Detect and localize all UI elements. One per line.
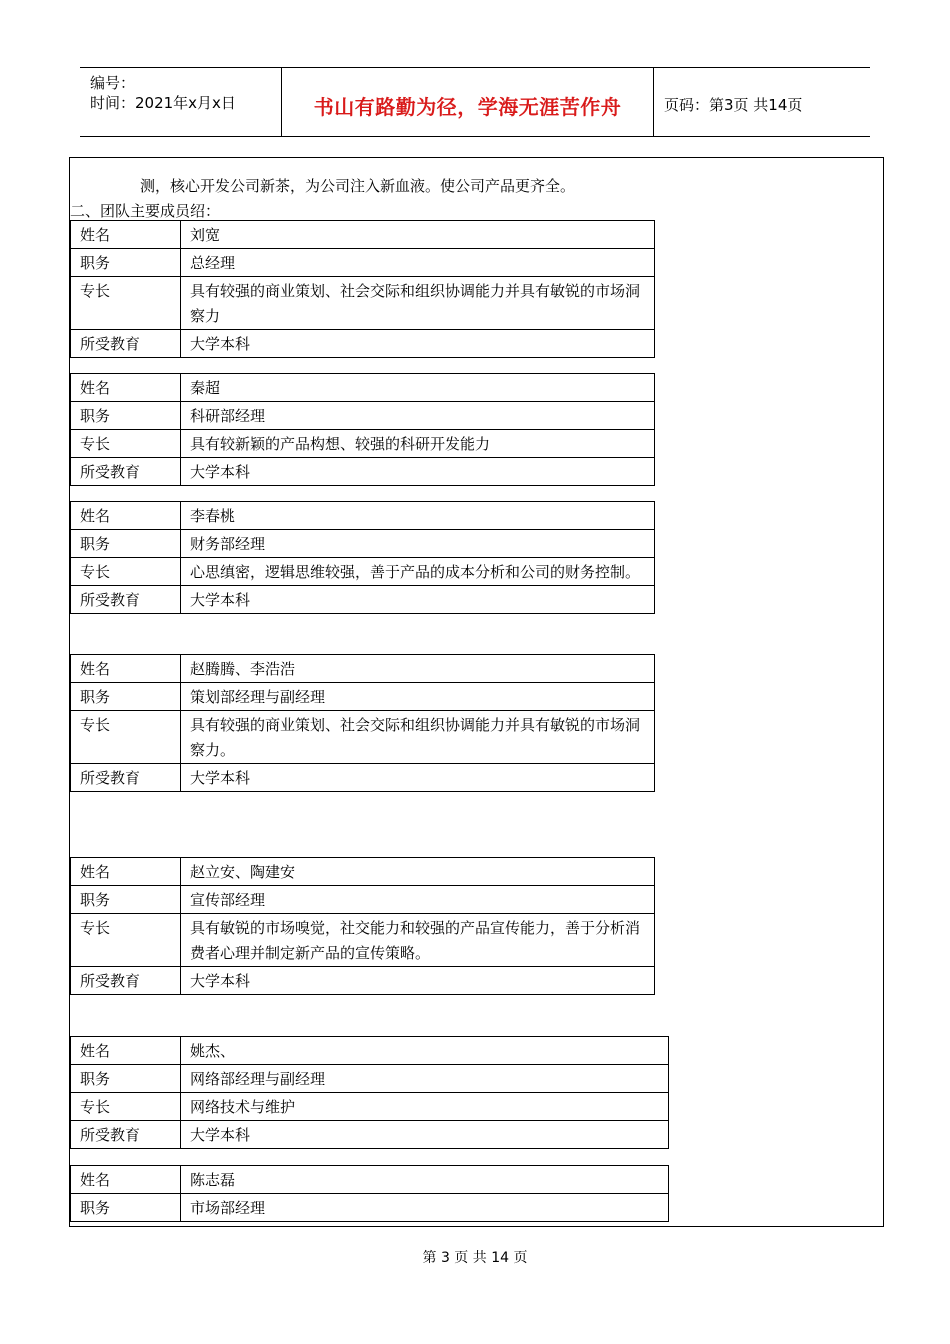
member-specialty: 网络技术与维护 — [181, 1093, 669, 1121]
position-label: 职务 — [71, 1194, 181, 1222]
member-education: 大学本科 — [181, 1121, 669, 1149]
member-name: 姚杰、 — [181, 1037, 669, 1065]
header-page-cell — [654, 68, 870, 136]
member-position: 宣传部经理 — [181, 886, 655, 914]
member-table — [70, 373, 655, 486]
member-name: 李春桃 — [181, 502, 655, 530]
table-row — [71, 967, 655, 995]
member-table — [70, 501, 655, 614]
table-row — [71, 402, 655, 430]
name-label: 姓名 — [71, 221, 181, 249]
table-row — [71, 558, 655, 586]
doc-number-label: 编号： — [90, 74, 136, 92]
member-position: 财务部经理 — [181, 530, 655, 558]
member-position: 策划部经理与副经理 — [181, 683, 655, 711]
member-education: 大学本科 — [181, 330, 655, 358]
table-row — [71, 1065, 669, 1093]
header-meta — [80, 68, 282, 136]
member-specialty: 具有敏锐的市场嗅觉，社交能力和较强的产品宣传能力，善于分析消费者心理并制定新产品的宣传策略。 — [181, 914, 655, 967]
table-row — [71, 1194, 669, 1222]
table-row — [71, 914, 655, 967]
name-label: 姓名 — [71, 858, 181, 886]
education-label: 所受教育 — [71, 764, 181, 792]
specialty-label: 专长 — [71, 430, 181, 458]
member-specialty: 心思缜密，逻辑思维较强，善于产品的成本分析和公司的财务控制。 — [181, 558, 655, 586]
member-table — [70, 1165, 669, 1222]
member-name: 秦超 — [181, 374, 655, 402]
table-row — [71, 886, 655, 914]
intro-line: 测，核心开发公司新茶，为公司注入新血液。使公司产品更齐全。 — [140, 177, 576, 195]
table-row — [71, 586, 655, 614]
specialty-label: 专长 — [71, 1093, 181, 1121]
member-name: 赵立安、陶建安 — [181, 858, 655, 886]
table-row — [71, 374, 655, 402]
member-position: 科研部经理 — [181, 402, 655, 430]
education-label: 所受教育 — [71, 458, 181, 486]
education-label: 所受教育 — [71, 330, 181, 358]
member-education: 大学本科 — [181, 458, 655, 486]
table-row — [71, 1093, 669, 1121]
position-label: 职务 — [71, 249, 181, 277]
member-education: 大学本科 — [181, 586, 655, 614]
member-name: 刘宽 — [181, 221, 655, 249]
member-table — [70, 220, 655, 358]
table-row — [71, 458, 655, 486]
table-row — [71, 764, 655, 792]
position-label: 职务 — [71, 530, 181, 558]
table-row — [71, 1121, 669, 1149]
name-label: 姓名 — [71, 374, 181, 402]
member-table — [70, 654, 655, 792]
table-row — [71, 530, 655, 558]
member-name: 赵腾腾、李浩浩 — [181, 655, 655, 683]
education-label: 所受教育 — [71, 586, 181, 614]
table-row — [71, 683, 655, 711]
table-row — [71, 711, 655, 764]
page-header — [80, 67, 870, 137]
education-label: 所受教育 — [71, 967, 181, 995]
page-footer: 第 3 页 共 14 页 — [422, 1250, 528, 1266]
name-label: 姓名 — [71, 1166, 181, 1194]
content-frame — [69, 157, 884, 1227]
member-table — [70, 857, 655, 995]
table-row — [71, 277, 655, 330]
section-heading: 二、团队主要成员绍： — [70, 202, 221, 220]
header-motto: 书山有路勤为径，学海无涯苦作舟 — [313, 95, 622, 119]
specialty-label: 专长 — [71, 914, 181, 967]
specialty-label: 专长 — [71, 277, 181, 330]
member-position: 市场部经理 — [181, 1194, 669, 1222]
table-row — [71, 655, 655, 683]
table-row — [71, 330, 655, 358]
member-position: 网络部经理与副经理 — [181, 1065, 669, 1093]
member-specialty: 具有较强的商业策划、社会交际和组织协调能力并具有敏锐的市场洞察力。 — [181, 711, 655, 764]
table-row — [71, 502, 655, 530]
header-page-info: 页码：第3页 共14页 — [664, 96, 803, 114]
member-table — [70, 1036, 669, 1149]
position-label: 职务 — [71, 402, 181, 430]
specialty-label: 专长 — [71, 558, 181, 586]
education-label: 所受教育 — [71, 1121, 181, 1149]
table-row — [71, 221, 655, 249]
table-row — [71, 430, 655, 458]
table-row — [71, 1166, 669, 1194]
table-row — [71, 1037, 669, 1065]
member-name: 陈志磊 — [181, 1166, 669, 1194]
table-row — [71, 858, 655, 886]
position-label: 职务 — [71, 886, 181, 914]
name-label: 姓名 — [71, 502, 181, 530]
member-education: 大学本科 — [181, 764, 655, 792]
member-education: 大学本科 — [181, 967, 655, 995]
position-label: 职务 — [71, 1065, 181, 1093]
specialty-label: 专长 — [71, 711, 181, 764]
member-position: 总经理 — [181, 249, 655, 277]
name-label: 姓名 — [71, 1037, 181, 1065]
position-label: 职务 — [71, 683, 181, 711]
table-row — [71, 249, 655, 277]
member-specialty: 具有较强的商业策划、社会交际和组织协调能力并具有敏锐的市场洞察力 — [181, 277, 655, 330]
member-specialty: 具有较新颖的产品构想、较强的科研开发能力 — [181, 430, 655, 458]
header-motto-cell — [282, 68, 654, 136]
doc-time-label: 时间：2021年x月x日 — [90, 94, 236, 112]
name-label: 姓名 — [71, 655, 181, 683]
